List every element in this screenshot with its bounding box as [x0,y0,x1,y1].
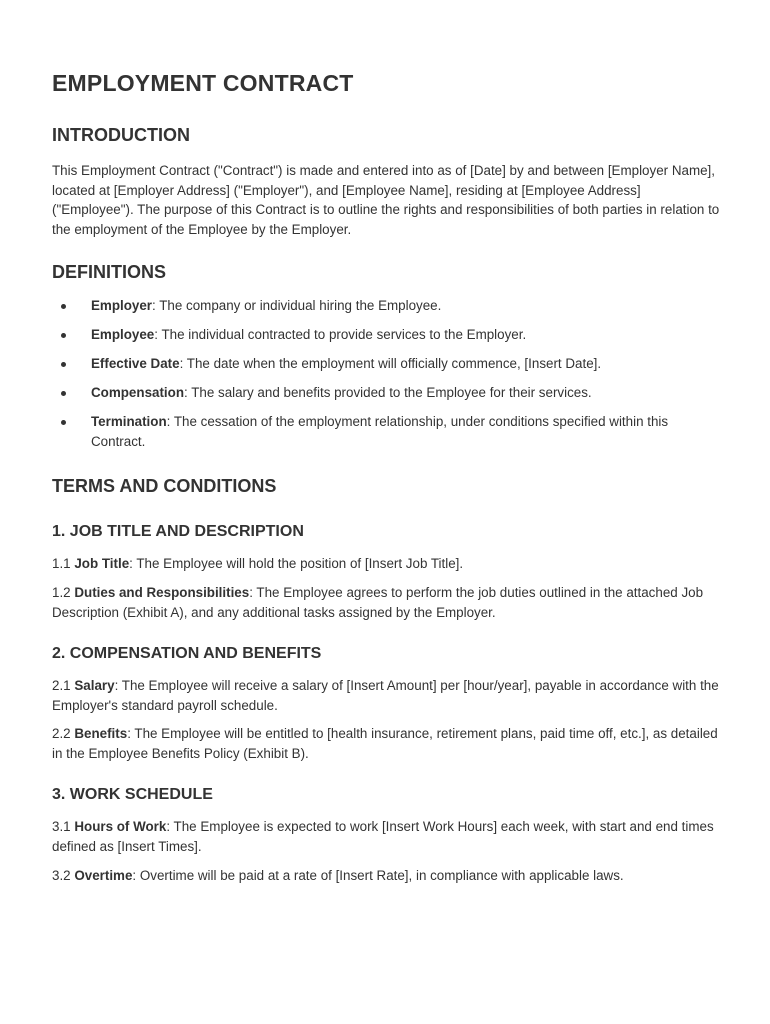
list-item [52,383,724,403]
definition-text: : The cessation of the employment relationship, under conditions specified within this Contract. [91,414,669,449]
clause-number: 1.2 [52,585,75,600]
definition-text: : The individual contracted to provide services to the Employer. [154,327,527,342]
list-item [52,412,724,451]
section-heading-job-title: 1. JOB TITLE AND DESCRIPTION [52,523,304,540]
clause-2-2 [52,724,724,763]
definition-term: Compensation [91,385,184,400]
clause-term: Salary [74,678,115,693]
terms-heading: TERMS AND CONDITIONS [52,476,277,496]
definition-text: : The salary and benefits provided to the Employee for their services. [184,385,592,400]
bullet-icon [61,420,66,425]
clause-3-2 [52,866,724,886]
introduction-heading: INTRODUCTION [52,125,190,145]
clause-term: Hours of Work [74,819,167,834]
bullet-icon [61,391,66,396]
definition-term: Effective Date [91,356,180,371]
clause-number: 2.2 [52,726,75,741]
introduction-text: This Employment Contract ("Contract") is made and entered into as of [Date] by and between [Employer Name], located at [Employer Address] ("Employer"), and [Employee Name], residing at [Employee Address] ("Employee"). The purpose of this Contract is to outline the rights and responsibilities of both parties in relation to the employment of the Employee by the Employer. [52,163,720,237]
list-item [52,296,724,316]
clause-text: : The Employee will be entitled to [health insurance, retirement plans, paid time off, etc.], as detailed in the Employee Benefits Policy (Exhibit B). [52,726,718,761]
clause-text: : The Employee will receive a salary of [Insert Amount] per [hour/year], payable in accordance with the Employer's standard payroll schedule. [52,678,719,713]
definition-term: Employer [91,298,153,313]
clause-number: 3.2 [52,868,75,883]
clause-text: : Overtime will be paid at a rate of [Insert Rate], in compliance with applicable laws. [132,868,624,883]
section-heading-work-schedule: 3. WORK SCHEDULE [52,786,213,803]
definition-text: : The date when the employment will officially commence, [Insert Date]. [179,356,602,371]
clause-number: 1.1 [52,556,75,571]
clause-term: Duties and Responsibilities [74,585,250,600]
definition-term: Termination [91,414,167,429]
definitions-list [52,296,724,451]
section-heading-compensation: 2. COMPENSATION AND BENEFITS [52,645,322,662]
clause-1-1 [52,554,724,574]
clause-number: 3.1 [52,819,75,834]
bullet-icon [61,362,66,367]
clause-1-2 [52,583,724,622]
bullet-icon [61,304,66,309]
bullet-icon [61,333,66,338]
list-item [52,354,724,374]
clause-text: : The Employee will hold the position of [Insert Job Title]. [129,556,464,571]
definition-term: Employee [91,327,155,342]
document-title: EMPLOYMENT CONTRACT [52,70,354,96]
clause-term: Job Title [74,556,130,571]
clause-2-1 [52,676,724,715]
definition-text: : The company or individual hiring the Employee. [152,298,442,313]
clause-text: : The Employee is expected to work [Insert Work Hours] each week, with start and end times defined as [Insert Times]. [52,819,714,854]
definitions-heading: DEFINITIONS [52,262,167,282]
clause-term: Overtime [74,868,133,883]
clause-term: Benefits [74,726,128,741]
list-item [52,325,724,345]
clause-number: 2.1 [52,678,75,693]
clause-text: : The Employee agrees to perform the job duties outlined in the attached Job Description (Exhibit A), and any additional tasks assigned by the Employer. [52,585,704,620]
clause-3-1 [52,817,724,856]
